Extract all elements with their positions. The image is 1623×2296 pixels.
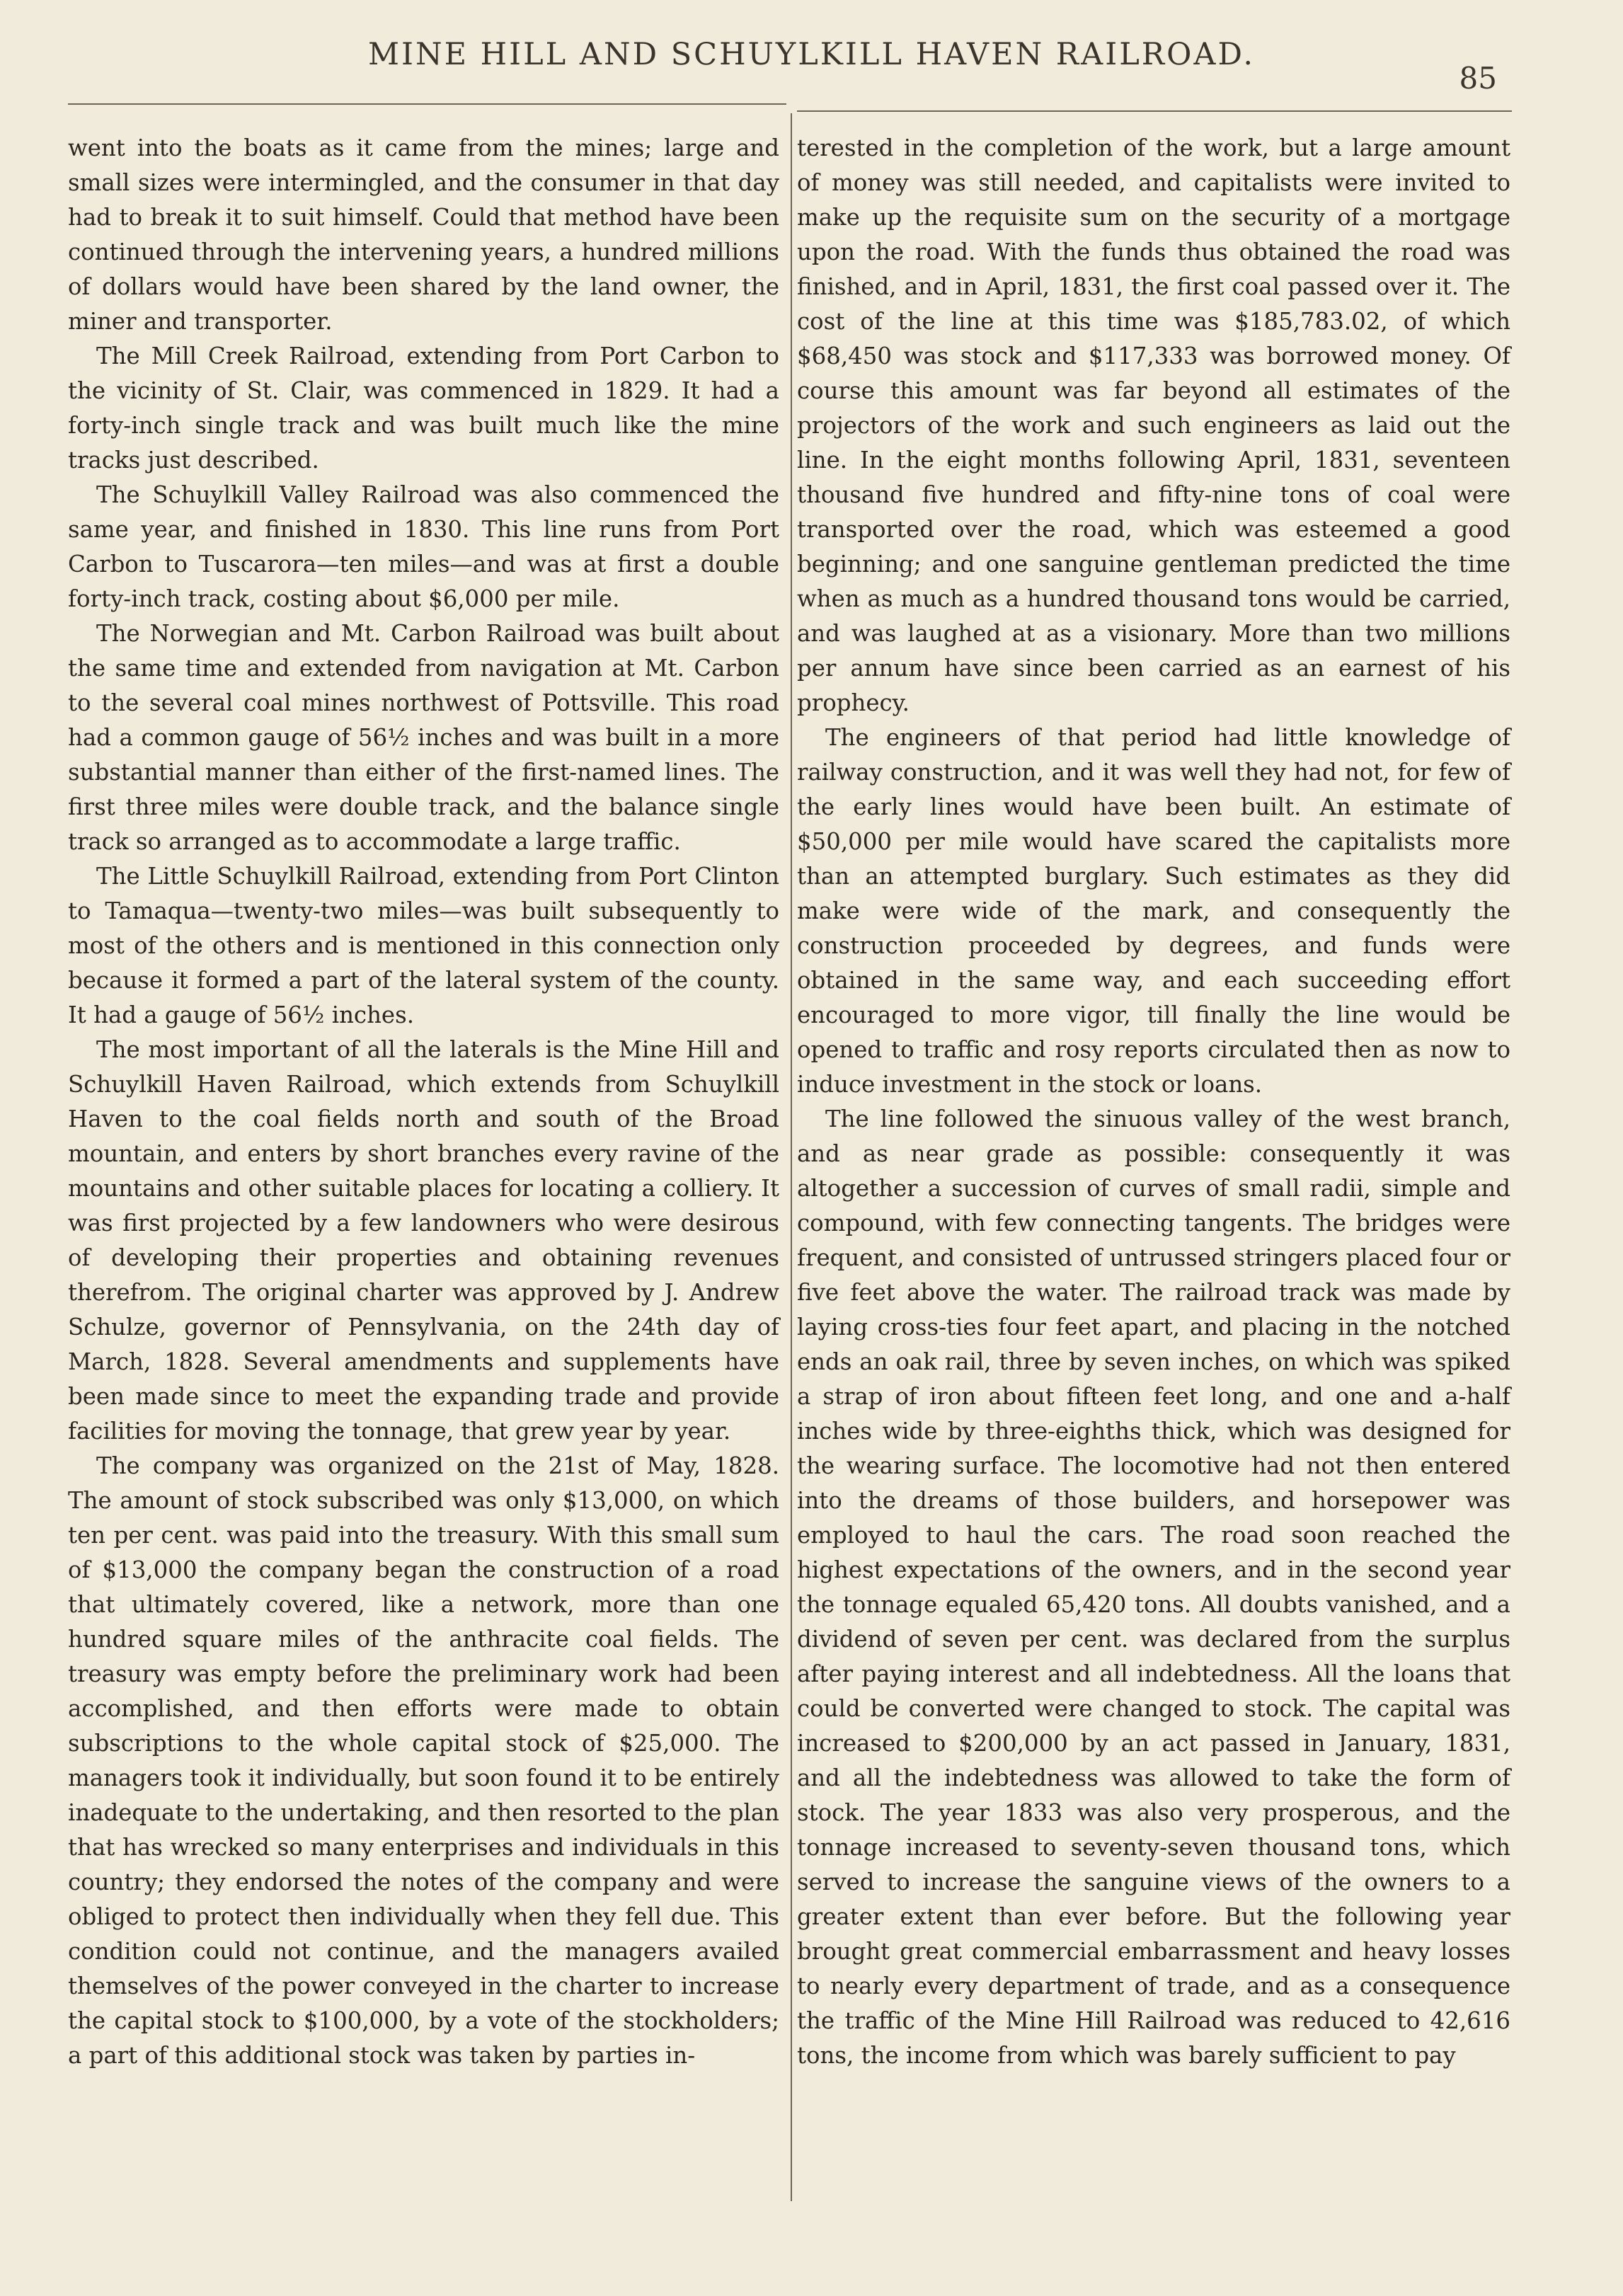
left-column — [68, 131, 779, 2073]
running-head: MINE HILL AND SCHUYLKILL HAVEN RAILROAD. — [367, 37, 1256, 72]
paragraph: The Mill Creek Railroad, extending from Port Carbon to the vicinity of St. Clair, was commenced in 1829. It had a forty-inch single track and was built much like the mine tracks just described. — [68, 343, 779, 473]
paragraph: The company was organized on the 21st of May, 1828. The amount of stock subscribed was only $13,000, on which ten per cent. was paid into the treasury. With this small sum of $13,000 the company began the construction of a road that ultimately covered, like a network, more than one hundred square miles of the anthracite coal fields. The treasury was empty before the preliminary work had been accomplished, and then efforts were made to obtain subscriptions to the whole capital stock of $25,000. The managers took it individually, but soon found it to be entirely inadequate to the undertaking, and then resorted to the plan that has wrecked so many enterprises and individuals in this country; they endorsed the notes of the company and were obliged to protect then individually when they fell due. This condition could not continue, and the managers availed themselves of the power conveyed in the charter to increase the capital stock to $100,000, by a vote of the stockholders; a part of this additional stock was taken by parties in- — [68, 1452, 779, 2069]
column-divider — [791, 113, 792, 2201]
paragraph: terested in the completion of the work, but a large amount of money was still needed, and capitalists were invited to make up the requisite sum on the security of a mortgage upon the road. With the funds thus obtained the road was finished, and in April, 1831, the first coal passed over it. The cost of the line at this time was $185,783.02, of which $68,450 was stock and $117,333 was borrowed money. Of course this amount was far beyond all estimates of the projectors of the work and such engineers as laid out the line. In the eight months following April, 1831, seventeen thousand five hundred and fifty-nine tons of coal were transported over the road, which was esteemed a good beginning; and one sanguine gentleman predicted the time when as much as a hundred thousand tons would be carried, and was laughed at as a visionary. More than two millions per annum have since been carried as an earnest of his prophecy. — [797, 134, 1510, 716]
paragraph: The engineers of that period had little knowledge of railway construction, and it was well they had not, for few of the early lines would have been built. An estimate of $50,000 per mile would have scared the capitalists more than an attempted burglary. Such estimates as they did make were wide of the mark, and consequently the construction proceeded by degrees, and funds were obtained in the same way, and each succeeding effort encouraged to more vigor, till finally the line would be opened to traffic and rosy reports circulated then as now to induce investment in the stock or loans. — [797, 724, 1510, 1098]
paragraph: The Norwegian and Mt. Carbon Railroad was built about the same time and extended from navigation at Mt. Carbon to the several coal mines northwest of Pottsville. This road had a common gauge of 56½ inches and was built in a more substantial manner than either of the first-named lines. The first three miles were double track, and the balance single track so arranged as to accommodate a large traffic. — [68, 620, 779, 855]
paragraph: The line followed the sinuous valley of the west branch, and as near grade as possible: consequently it was altogether a succession of curves of small radii, simple and compound, with few connecting tangents. The bridges were frequent, and consisted of untrussed stringers placed four or five feet above the water. The railroad track was made by laying cross-ties four feet apart, and placing in the notched ends an oak rail, three by seven inches, on which was spiked a strap of iron about fifteen feet long, and one and a-half inches wide by three-eighths thick, which was designed for the wearing surface. The locomotive had not then entered into the dreams of those builders, and horsepower was employed to haul the cars. The road soon reached the highest expectations of the owners, and in the second year the tonnage equaled 65,420 tons. All doubts vanished, and a dividend of seven per cent. was declared from the surplus after paying interest and all indebtedness. All the loans that could be converted were changed to stock. The capital was increased to $200,000 by an act passed in January, 1831, and all the indebtedness was allowed to take the form of stock. The year 1833 was also very prosperous, and the tonnage increased to seventy-seven thousand tons, which served to increase the sanguine views of the owners to a greater extent than ever before. But the following year brought great commercial embarrassment and heavy losses to nearly every department of trade, and as a consequence the traffic of the Mine Hill Railroad was reduced to 42,616 tons, the income from which was barely sufficient to pay — [797, 1106, 1510, 2069]
paragraph: went into the boats as it came from the mines; large and small sizes were intermingled, and the consumer in that day had to break it to suit himself. Could that method have been continued through the intervening years, a hundred millions of dollars would have been shared by the land owner, the miner and transporter. — [68, 134, 779, 335]
paragraph: The Schuylkill Valley Railroad was also commenced the same year, and finished in 1830. This line runs from Port Carbon to Tuscarora—ten miles—and was at first a double forty-inch track, costing about $6,000 per mile. — [68, 481, 779, 612]
paragraph: The Little Schuylkill Railroad, extending from Port Clinton to Tamaqua—twenty-two miles—was built subsequently to most of the others and is mentioned in this connection only because it formed a part of the lateral system of the county. It had a gauge of 56½ inches. — [68, 863, 779, 1028]
right-column — [797, 131, 1510, 2073]
page-number: 85 — [1459, 61, 1497, 96]
header-rule-right — [797, 110, 1512, 112]
paragraph: The most important of all the laterals is the Mine Hill and Schuylkill Haven Railroad, which extends from Schuylkill Haven to the coal fields north and south of the Broad mountain, and enters by short branches every ravine of the mountains and other suitable places for locating a colliery. It was first projected by a few landowners who were desirous of developing their properties and obtaining revenues therefrom. The original charter was approved by J. Andrew Schulze, governor of Pennsylvania, on the 24th day of March, 1828. Several amendments and supplements have been made since to meet the expanding trade and provide facilities for moving the tonnage, that grew year by year. — [68, 1036, 779, 1445]
header-rule-left — [68, 103, 786, 105]
